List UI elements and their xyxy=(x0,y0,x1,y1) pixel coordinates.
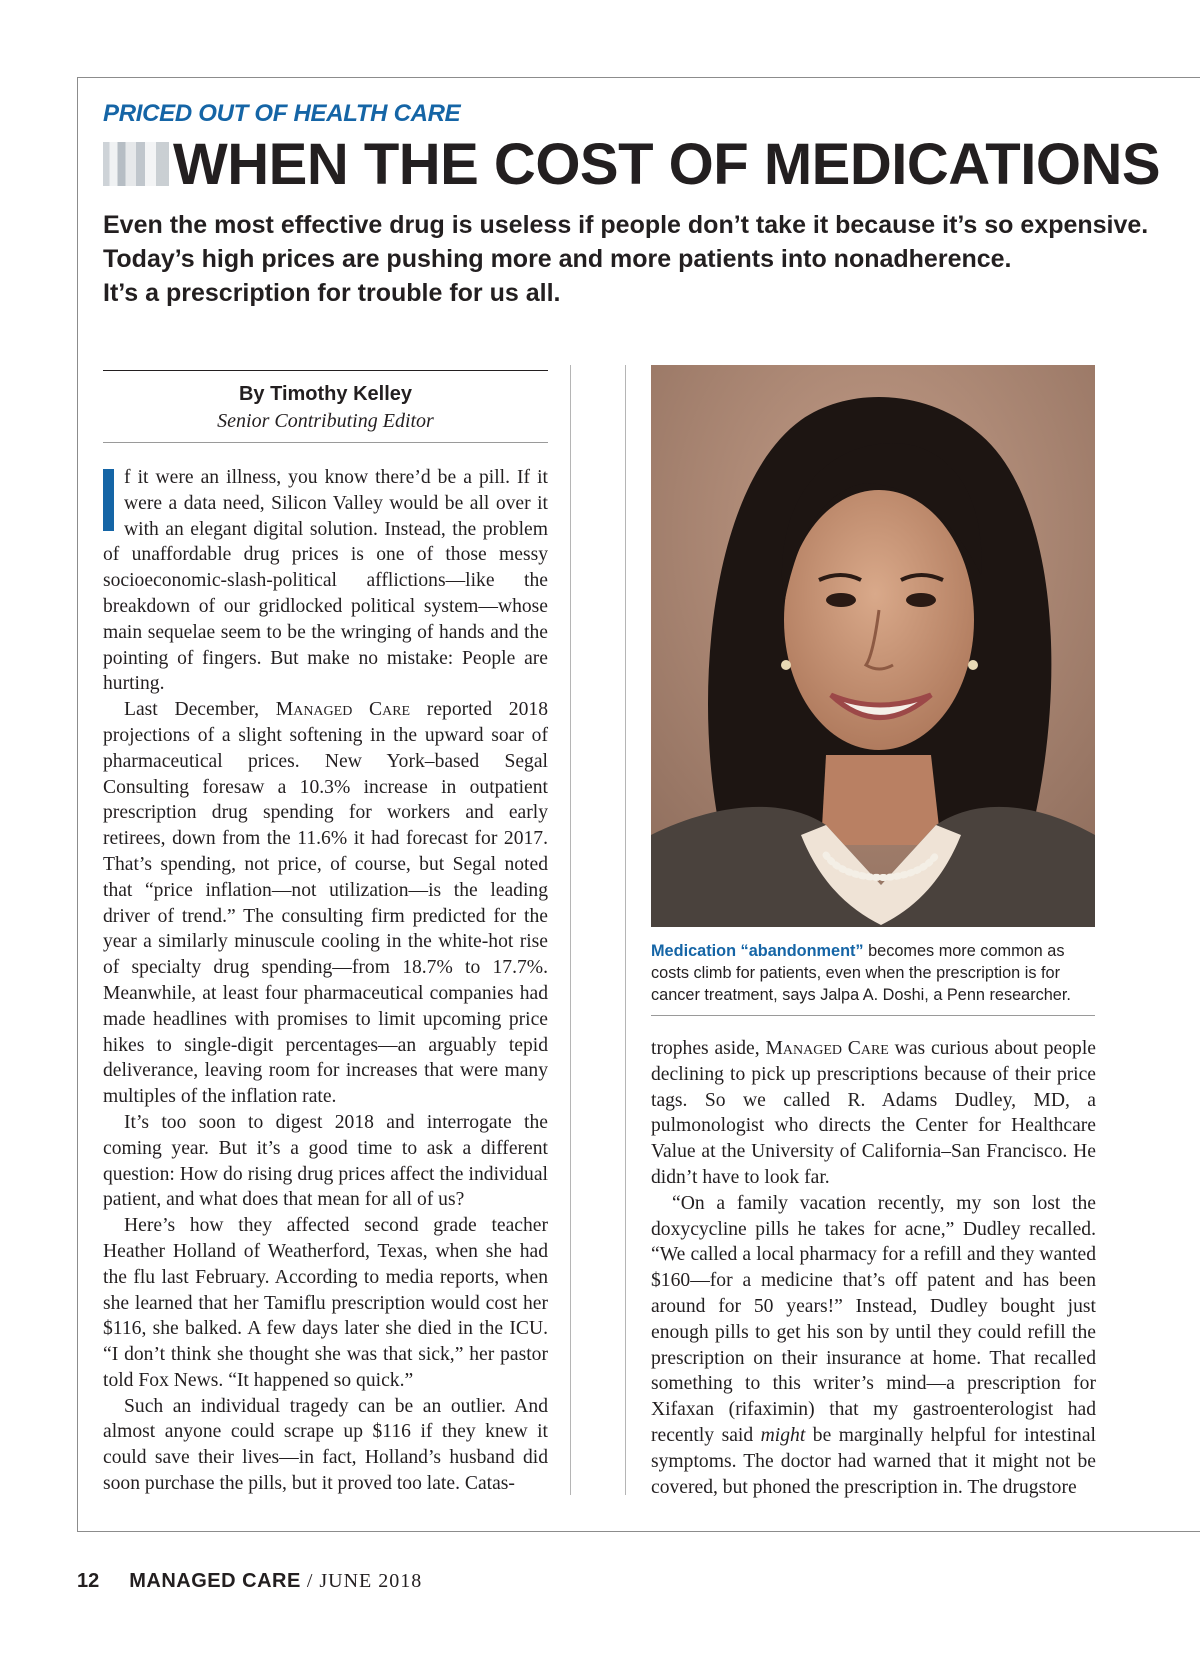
paragraph xyxy=(651,1191,1096,1501)
drop-cap xyxy=(103,469,114,531)
article-column-2 xyxy=(651,1036,1096,1500)
emphasis: might xyxy=(760,1424,806,1446)
caption-text: becomes more common as costs climb for patients, even when the prescription is for cancer treatment, says Jalpa A. Doshi, a Penn researcher. xyxy=(651,942,1071,1004)
caption-lead: Medication “abandonment” xyxy=(651,942,864,960)
issue-date: / JUNE 2018 xyxy=(300,1570,423,1592)
paragraph: Here’s how they affected second grade teacher Heather Holland of Weatherford, Texas, when she had the flu last February. According to media reports, when she learned that her Tamiflu prescription would cost her $116, she balked. A few days later she died in the ICU. “I don’t think she thought she was that sick,” her pastor told Fox News. “It happened so quick.” xyxy=(103,1215,548,1391)
portrait-illustration xyxy=(651,365,1095,927)
portrait-photo xyxy=(651,365,1095,927)
paragraph-text: “On a family vacation recently, my son lost the doxycycline pills he takes for acne,” Dudley recalled. “We called a local pharmacy for a refill and they wanted $160—for a medicine that’s off patent and has been around for 50 years!” Instead, Dudley bought just enough pills to get his son by until they could refill the prescription on their insurance at home. That recalled something to this writer’s mind—a prescription for Xifaxan (rifaximin) that my gastroenterologist had recently said xyxy=(651,1192,1096,1446)
pharmacy-shelf-icon xyxy=(103,142,169,186)
photo-caption xyxy=(651,940,1095,1006)
paragraph: Such an individual tragedy can be an outlier. And almost anyone could scrape up $116 if they knew it could save their lives—in fact, Holland’s husband did soon purchase the pills, but it proved too late. Catas- xyxy=(103,1395,548,1495)
column-divider xyxy=(570,365,571,1495)
section-kicker: PRICED OUT OF HEALTH CARE xyxy=(103,100,461,127)
author-name: By Timothy Kelley xyxy=(238,383,413,405)
magazine-name: Managed Care xyxy=(275,699,411,721)
page-footer xyxy=(77,1568,422,1593)
deck-line: It’s a prescription for trouble for us all. xyxy=(103,279,561,307)
paragraph-text: was curious about people declining to pick up prescriptions because of their price tags. So we called R. Adams Dudley, MD, a pulmonologist who directs the Center for Healthcare Value at the University of California–San Francisco. He didn’t have to look far. xyxy=(651,1038,1096,1188)
headline: WHEN THE COST OF MEDICATIONS xyxy=(173,131,1161,197)
paragraph xyxy=(103,465,548,697)
byline xyxy=(103,370,548,443)
deck-line: Even the most effective drug is useless if people don’t take it because it’s so expensive. xyxy=(103,211,1149,239)
paragraph xyxy=(651,1036,1096,1191)
paragraph-text: Last December, xyxy=(124,699,276,721)
deck xyxy=(103,208,1183,310)
headline-row xyxy=(103,131,1161,197)
caption-divider xyxy=(651,1015,1095,1016)
article-column-1 xyxy=(103,465,548,1497)
paragraph-text: be marginally helpful for intestinal symptoms. The doctor had warned that it might not be covered, but phoned the prescription in. The drugstore xyxy=(651,1424,1096,1498)
paragraph-text: reported 2018 projections of a slight softening in the upward soar of pharmaceutical prices. New York–based Segal Consulting foresaw a 10.3% increase in outpatient prescription drug spending for workers and early retirees, down from the 11.6% it had forecast for 2017. That’s spending, not price, of course, but Segal noted that “price inflation—not utilization—is the leading driver of trend.” The consulting firm predicted for the year a similarly minuscule cooling in the white-hot rise of specialty drug spending—from 18.7% to 17.7%. Meanwhile, at least four pharmaceutical companies had made headlines with promises to limit upcoming price hikes to single-digit percentages—an arguably tepid deliverance, leaving room for increases that were many multiples of the inflation rate. xyxy=(103,699,548,1108)
deck-line: Today’s high prices are pushing more and more patients into nonadherence. xyxy=(103,245,1012,273)
paragraph: It’s too soon to digest 2018 and interrogate the coming year. But it’s a good time to ask a different question: How do rising drug prices affect the individual patient, and what does that mean for all of us? xyxy=(103,1111,548,1211)
author-role: Senior Contributing Editor xyxy=(217,410,434,432)
paragraph xyxy=(103,697,548,1110)
magazine-title: MANAGED CARE xyxy=(129,1570,301,1592)
column-divider xyxy=(625,365,626,1495)
paragraph-text: trophes aside, xyxy=(651,1038,766,1059)
magazine-name: Managed Care xyxy=(765,1038,889,1059)
paragraph-text: f it were an illness, you know there’d be a pill. If it were a data need, Silicon Valley would be all over it with an elegant digital solution. Instead, the problem of unaffordable drug prices is one of those messy socioeconomic-slash-political afflictions—like the breakdown of our gridlocked political system—whose main sequelae seem to be the wringing of hands and the pointing of fingers. But make no mistake: People are hurting. xyxy=(103,467,548,695)
page-number: 12 xyxy=(77,1570,100,1592)
